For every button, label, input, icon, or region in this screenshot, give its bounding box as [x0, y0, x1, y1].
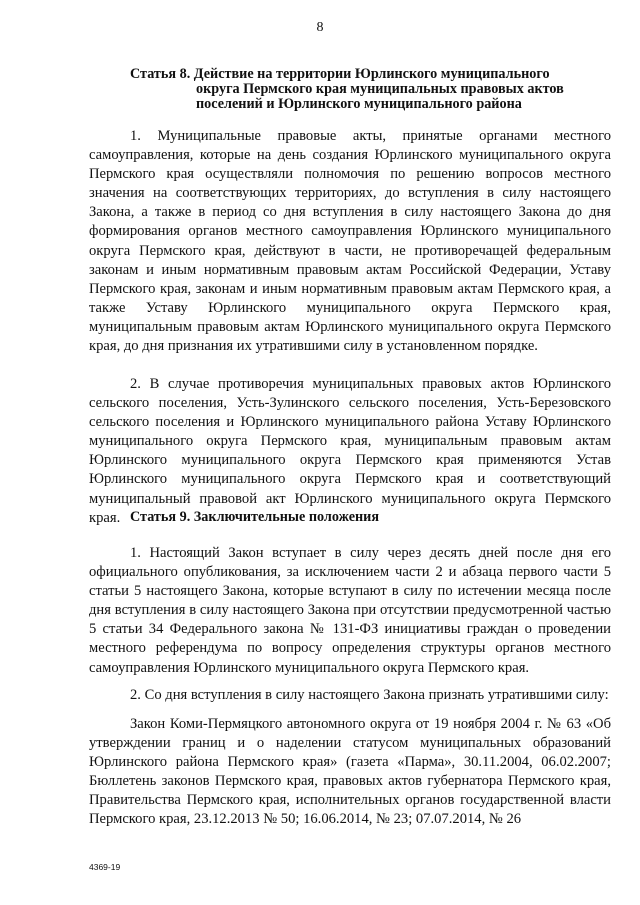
- article-8-title-line-2: округа Пермского края муниципальных правовых актов: [196, 81, 564, 97]
- article-8-title-line-3: поселений и Юрлинского муниципального района: [196, 96, 522, 112]
- article-8-title-line-1: Статья 8. Действие на территории Юрлинского муниципального: [130, 66, 550, 82]
- page-number: 8: [316, 20, 324, 35]
- article-8-paragraph-1: 1. Муниципальные правовые акты, принятые органами местного самоуправления, которые на день создания Юрлинского муниципального округа Пермского края осуществляли полномочия по решению вопросов местного значения на соответствующих территориях, до вступления в силу настоящего Закона, а также в период со дня вступления в силу настоящего Закона до дня формирования органов местного самоуправления Юрлинского муниципального округа Пермского края, действуют в части, не противоречащей федеральным законам и иным нормативным правовым актам Российской Федерации, Уставу Пермского края, законам и иным нормативным правовым актам Пермского края, а также Уставу Юрлинского муниципального округа Пермского края, муниципальным правовым актам Юрлинского муниципального округа Пермского края, до дня признания их утратившими силу в установленном порядке.: [89, 128, 611, 355]
- article-8-title: [130, 67, 564, 112]
- article-9-paragraph-1: 1. Настоящий Закон вступает в силу через десять дней после дня его официального опубликования, за исключением части 2 и абзаца первого части 5 статьи 5 настоящего Закона, которые вступают в силу по истечении месяца после дня вступления в силу настоящего Закона при отсутствии предусмотренной частью 5 статьи 34 Федерального закона № 131-ФЗ инициативы граждан о проведении местного референдума по вопросу определения структуры органов местного самоуправления Юрлинского муниципального округа Пермского края.: [89, 545, 611, 676]
- document-code: 4369-19: [89, 862, 121, 872]
- article-9-title: Статья 9. Заключительные положения: [130, 509, 380, 525]
- article-9-paragraph-3: Закон Коми-Пермяцкого автономного округа от 19 ноября 2004 г. № 63 «Об утверждении границ и о наделении статусом муниципальных образований Юрлинского района Пермского края» (газета «Парма», 30.11.2004, 06.02.2007; Бюллетень законов Пермского края, правовых актов губернатора Пермского края, Правительства Пермского края, исполнительных органов государственной власти Пермского края, 23.12.2013 № 50; 16.06.2014, № 23; 07.07.2014, № 26: [89, 716, 611, 828]
- article-8-paragraph-2: 2. В случае противоречия муниципальных правовых актов Юрлинского сельского поселения, Усть-Зулинского сельского поселения, Усть-Березовского сельского поселения и Юрлинского муниципального района Уставу Юрлинского муниципального округа Пермского края, муниципальным правовым актам Юрлинского муниципального округа Пермского края применяются Устав Юрлинского муниципального округа Пермского края и соответствующий муниципальный правовой акт Юрлинского муниципального округа Пермского края.: [89, 376, 611, 526]
- article-9-paragraph-2: 2. Со дня вступления в силу настоящего Закона признать утратившими силу:: [130, 687, 609, 703]
